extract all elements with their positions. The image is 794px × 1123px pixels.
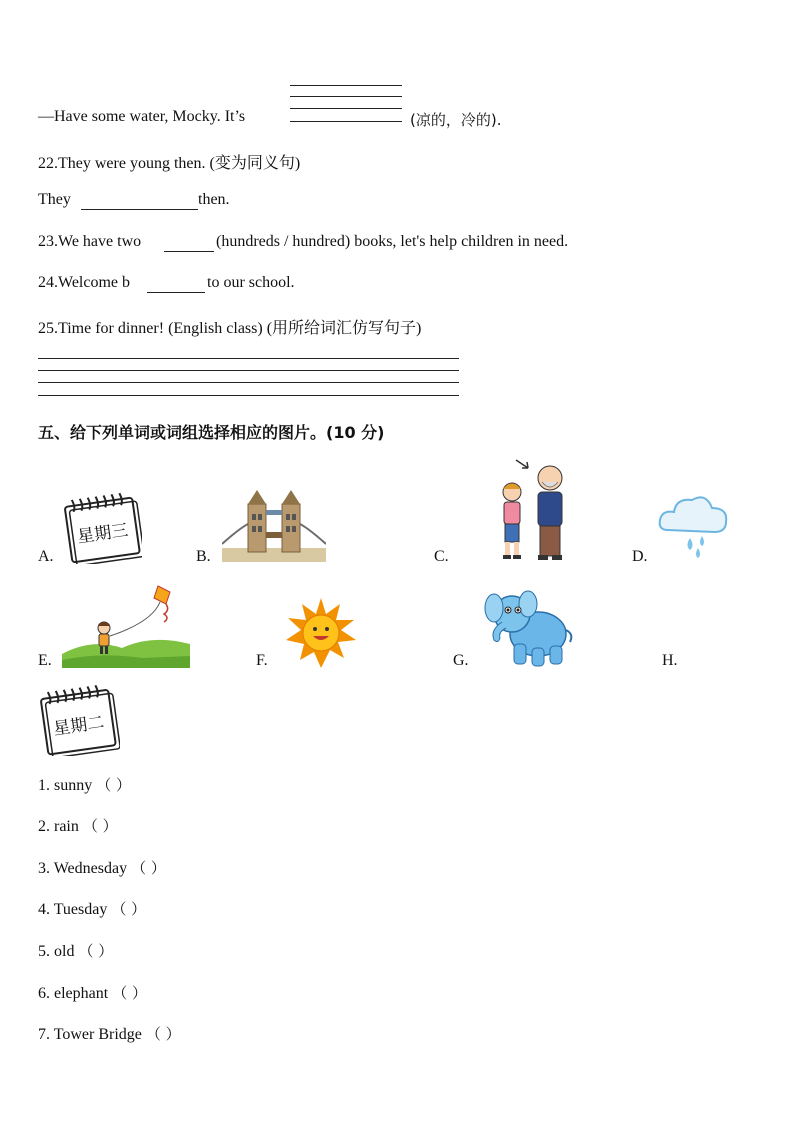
q24-blank[interactable] xyxy=(147,292,205,293)
item-text: 4. Tuesday xyxy=(38,901,108,918)
calendar-wednesday-icon xyxy=(62,492,142,564)
q24-before: 24.Welcome b xyxy=(38,274,131,291)
item-text: 7. Tower Bridge xyxy=(38,1026,142,1043)
q25-prompt: 25.Time for dinner! (English class) (用所给词汇仿写句子) xyxy=(38,320,422,337)
elephant-icon xyxy=(484,586,574,668)
list-item xyxy=(38,982,147,1003)
answer-paren[interactable]: （ ） xyxy=(82,817,118,835)
option-label-h: H. xyxy=(662,652,678,669)
item-text: 3. Wednesday xyxy=(38,860,128,877)
tower-bridge-icon xyxy=(222,486,326,562)
list-item xyxy=(38,940,113,961)
answer-paren[interactable]: （ ） xyxy=(111,900,147,918)
answer-paren[interactable]: （ ） xyxy=(112,984,147,1002)
answer-paren[interactable]: （ ） xyxy=(96,776,132,794)
kite-flying-boy-icon xyxy=(62,582,190,668)
q22-prompt: 22.They were young then. (变为同义句) xyxy=(38,155,301,172)
answer-paren[interactable]: （ ） xyxy=(131,859,166,877)
calendar-caption: 星期三 xyxy=(76,520,130,548)
item-text: 5. old xyxy=(38,943,75,960)
answer-line xyxy=(290,108,402,109)
option-label-a: A. xyxy=(38,548,54,565)
list-item xyxy=(38,815,118,836)
option-label-f: F. xyxy=(256,652,268,669)
q23-before: 23.We have two xyxy=(38,233,142,250)
q22-answer-before: They xyxy=(38,191,71,208)
q24-after: to our school. xyxy=(207,274,295,291)
list-item xyxy=(38,857,166,878)
section-heading: 五、给下列单词或词组选择相应的图片。(10 分) xyxy=(38,423,385,442)
sun-icon xyxy=(286,598,356,668)
boy-and-old-man-icon xyxy=(494,456,580,564)
q22-answer-after: then. xyxy=(198,191,230,208)
answer-paren[interactable]: （ ） xyxy=(145,1025,181,1043)
writing-line[interactable] xyxy=(38,358,459,359)
option-label-e: E. xyxy=(38,652,52,669)
writing-line[interactable] xyxy=(38,370,459,371)
list-item xyxy=(38,1023,181,1044)
option-label-c: C. xyxy=(434,548,449,565)
answer-line xyxy=(290,121,402,122)
option-label-g: G. xyxy=(453,652,469,669)
q23-blank[interactable] xyxy=(164,251,214,252)
answer-line xyxy=(290,85,402,86)
option-label-b: B. xyxy=(196,548,211,565)
q22-blank[interactable] xyxy=(81,209,198,210)
writing-line[interactable] xyxy=(38,395,459,396)
answer-line xyxy=(290,96,402,97)
calendar-caption: 星期二 xyxy=(52,712,106,740)
option-label-d: D. xyxy=(632,548,648,565)
item-text: 2. rain xyxy=(38,818,79,835)
q21-hint: (凉的，冷的). xyxy=(410,111,502,129)
list-item xyxy=(38,898,146,919)
answer-paren[interactable]: （ ） xyxy=(78,942,114,960)
writing-line[interactable] xyxy=(38,382,459,383)
q23-after: (hundreds / hundred) books, let's help children in need. xyxy=(216,233,569,250)
list-item xyxy=(38,774,131,795)
calendar-tuesday-icon xyxy=(38,684,120,756)
item-text: 6. elephant xyxy=(38,985,109,1002)
rain-cloud-icon xyxy=(656,490,730,562)
q21-prefix: —Have some water, Mocky. It’s xyxy=(38,108,246,125)
item-text: 1. sunny xyxy=(38,777,93,794)
